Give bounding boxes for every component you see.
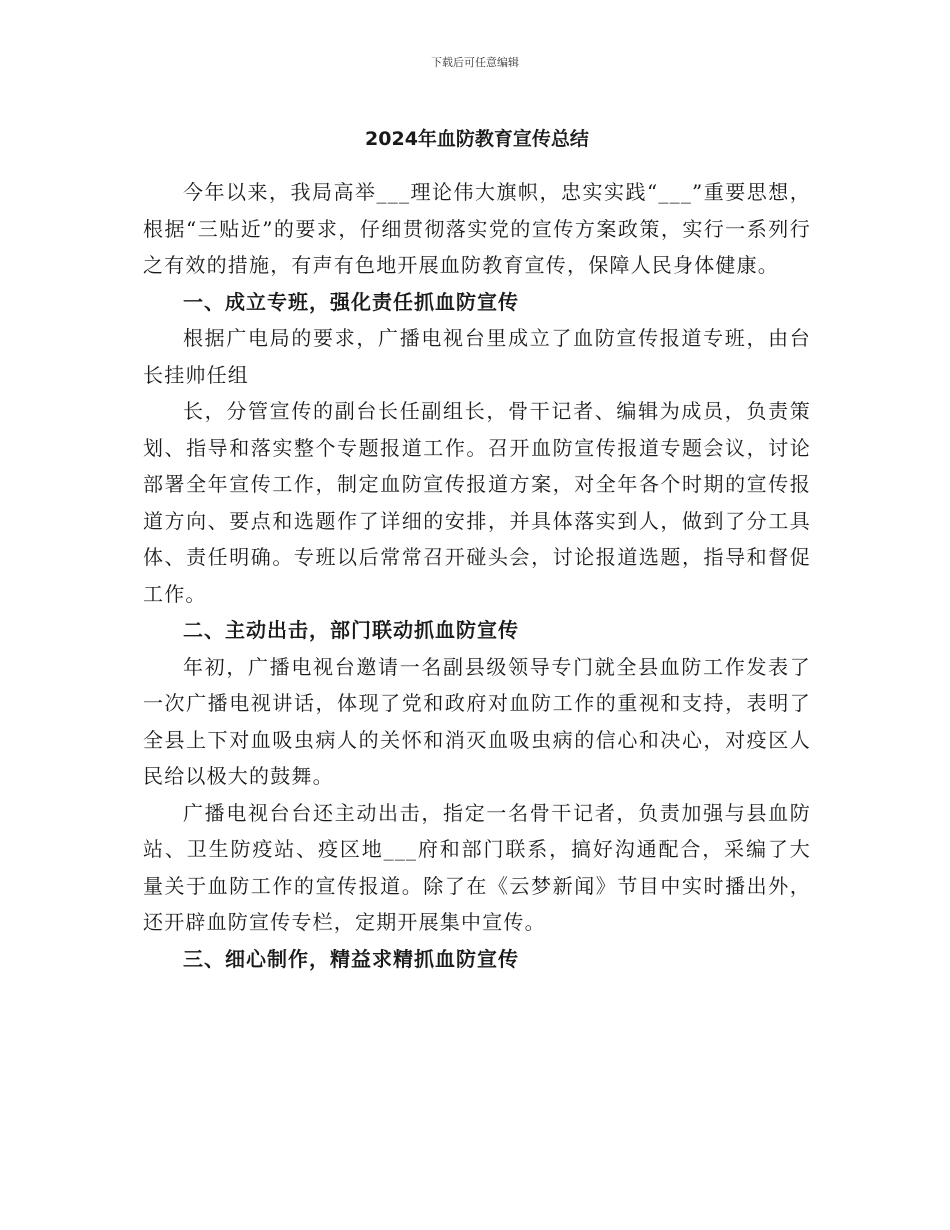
paragraph-1a: 根据广电局的要求，广播电视台里成立了血防宣传报道专班，由台长挂帅任组	[143, 326, 811, 387]
section-heading-3: 三、细心制作，精益求精抓血防宣传	[183, 946, 519, 971]
document-body	[143, 124, 811, 977]
section-heading-2: 二、主动出击，部门联动抓血防宣传	[183, 618, 519, 642]
paragraph-2a: 年初，广播电视台邀请一名副县级领导专门就全县血防工作发表了一次广播电视讲话，体现了党和政府对血防工作的重视和支持，表明了全县上下对血吸虫病人的关怀和消灭血吸虫病的信心和决心，对疫区人民给以极大的鼓舞。	[143, 654, 811, 788]
paragraph-1b: 长，分管宣传的副台长任副组长，骨干记者、编辑为成员，负责策划、指导和落实整个专题报道工作。召开血防宣传报道专题会议，讨论部署全年宣传工作，制定血防宣传报道方案，对全年各个时期的宣传报道方向、要点和选题作了详细的安排，并具体落实到人，做到了分工具体、责任明确。专班以后常常召开碰头会，讨论报道选题，指导和督促工作。	[143, 399, 811, 606]
section-heading-1: 一、成立专班，强化责任抓血防宣传	[183, 289, 519, 314]
paragraph-intro: 今年以来，我局高举___理论伟大旗帜，忠实实践“___”重要思想，根据“三贴近”的要求，仔细贯彻落实党的宣传方案政策，实行一系列行之有效的措施，有声有色地开展血防教育宣传，保障人民身体健康。	[143, 180, 811, 277]
page-header-note: 下载后可任意编辑	[431, 56, 519, 69]
paragraph-2b: 广播电视台台还主动出击，指定一名骨干记者，负责加强与县血防站、卫生防疫站、疫区地___府和部门联系，搞好沟通配合，采编了大量关于血防工作的宣传报道。除了在《云梦新闻》节目中实时播出外，还开辟血防宣传专栏，定期开展集中宣传。	[143, 800, 811, 934]
document-title: 2024年血防教育宣传总结	[365, 128, 589, 150]
